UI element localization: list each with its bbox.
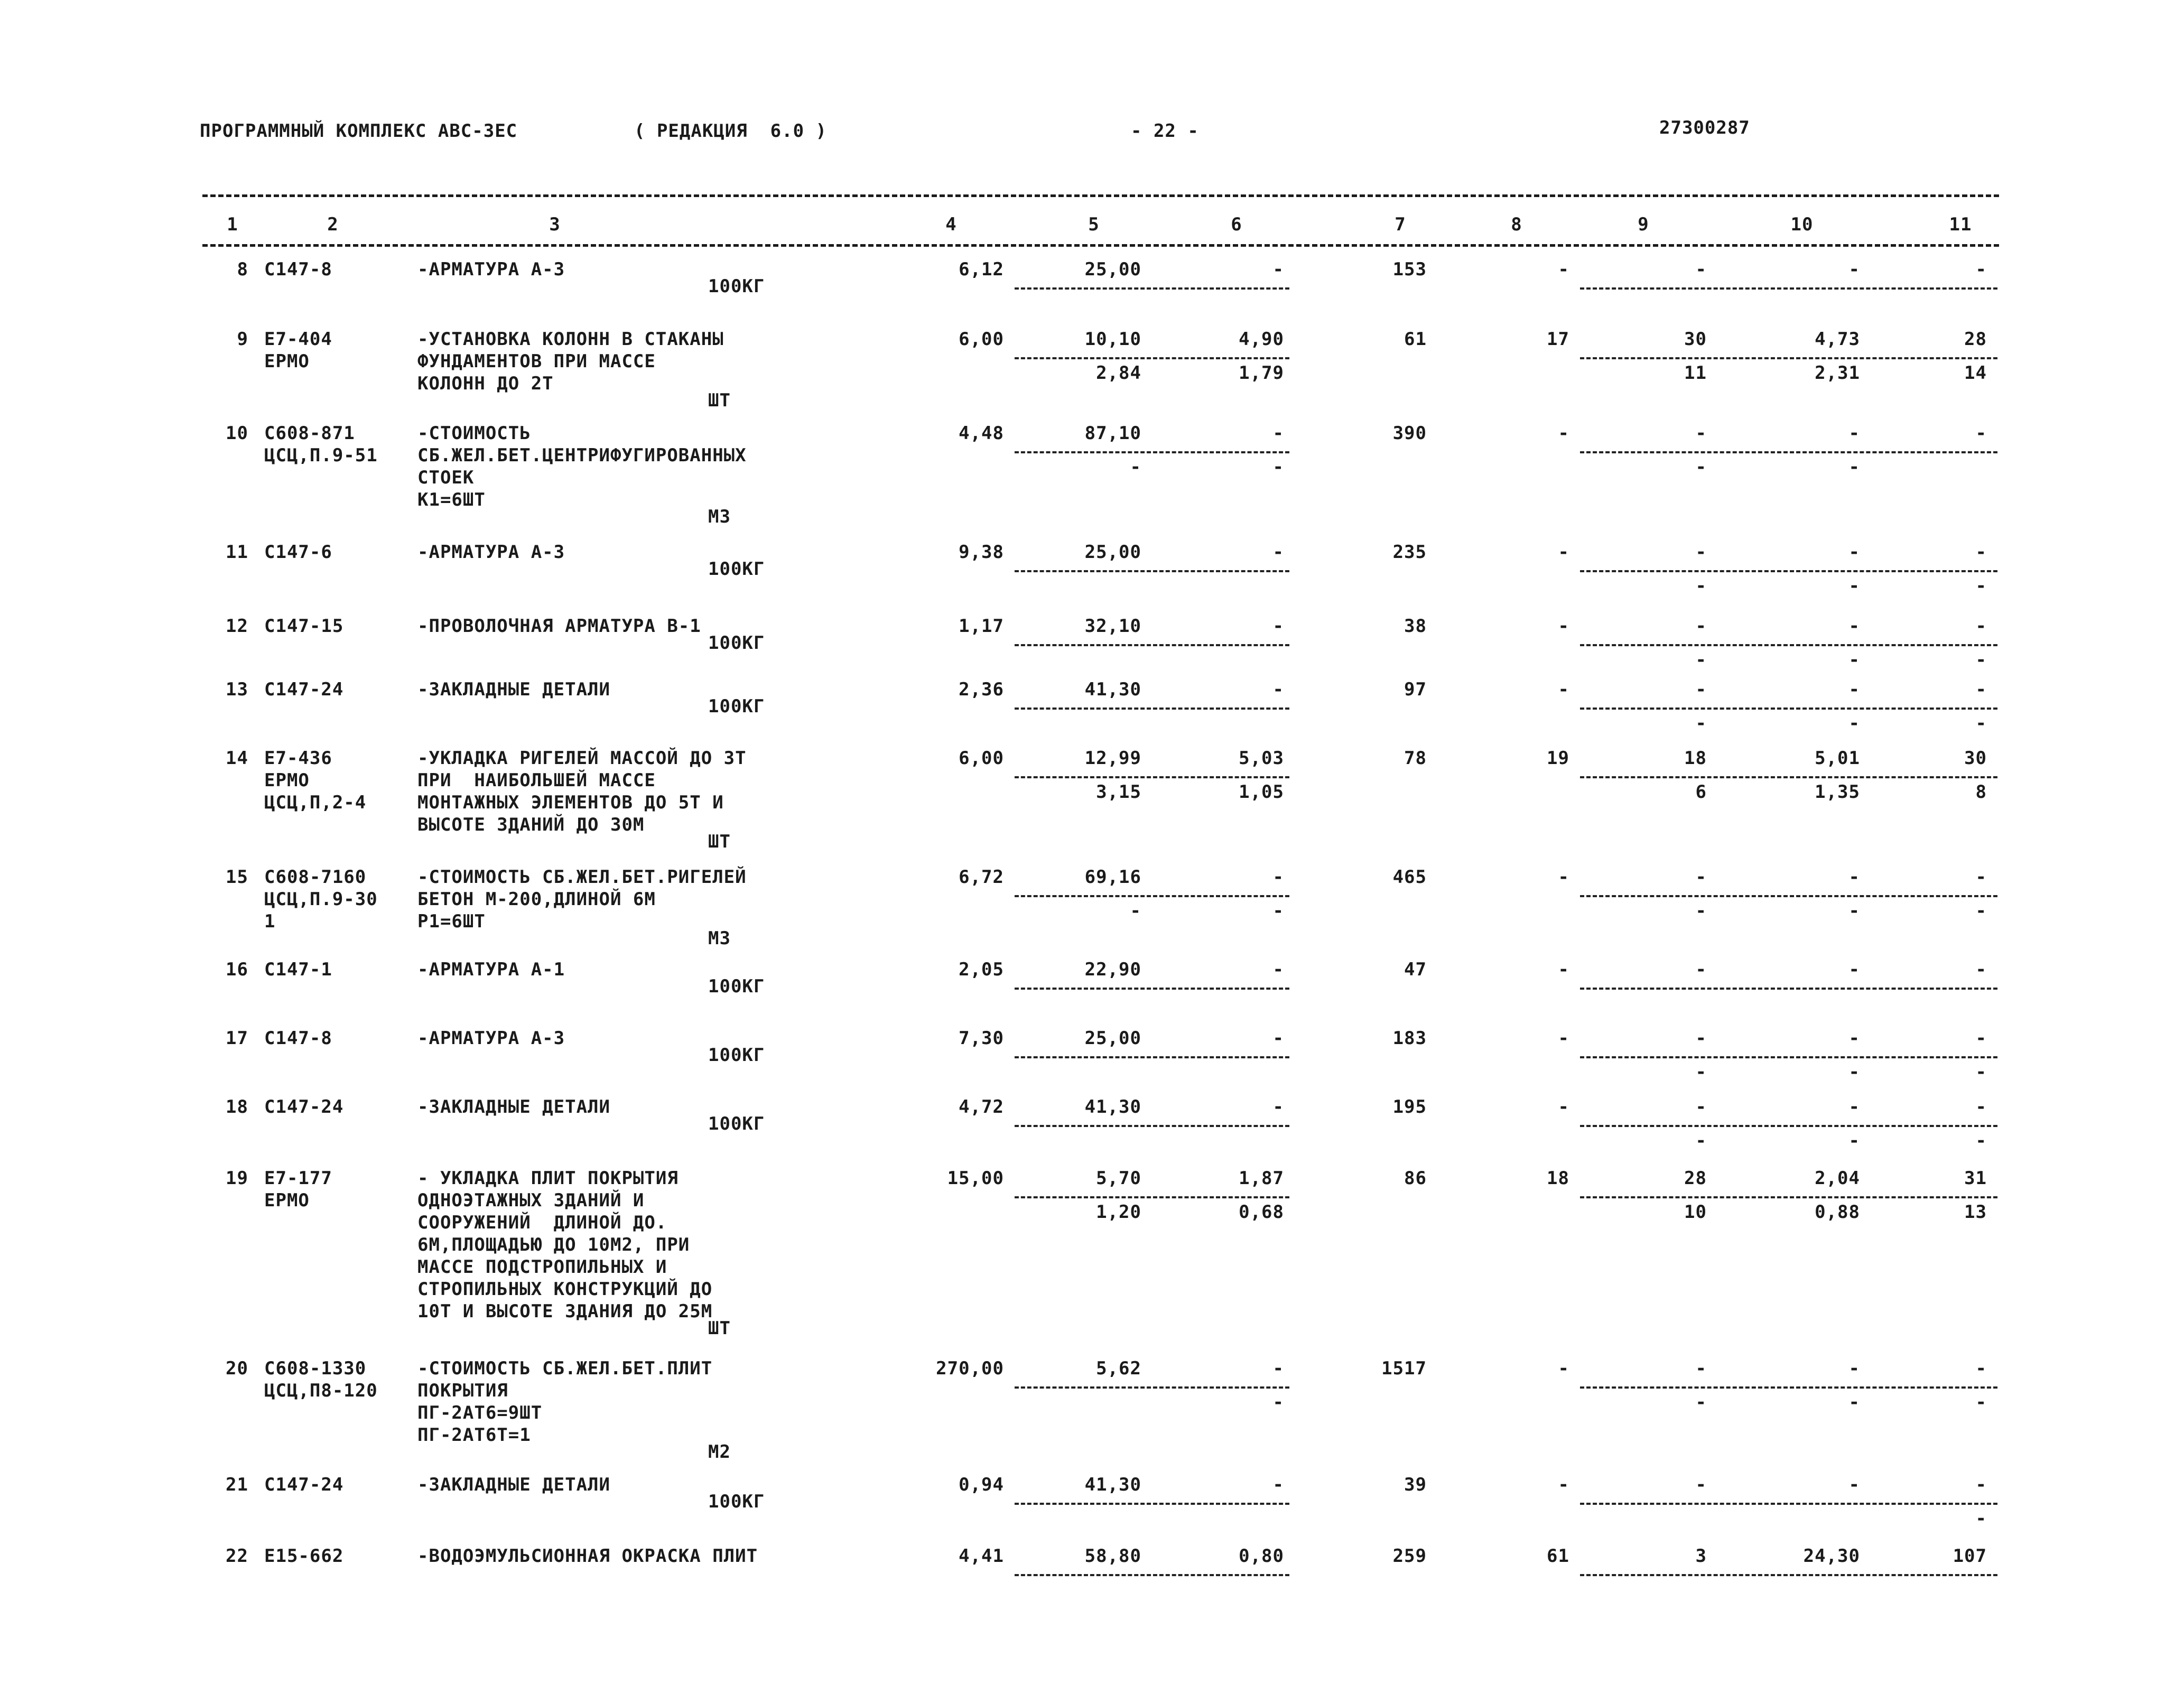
item-description: -СТОИМОСТЬ СБ.ЖЕЛ.БЕТ.РИГЕЛЕЙ	[417, 867, 747, 888]
col9-secondary: -	[1695, 713, 1707, 734]
col10-secondary: -	[1848, 575, 1860, 597]
item-description: -ЗАКЛАДНЫЕ ДЕТАЛИ	[417, 1096, 610, 1118]
col11-value: -	[1975, 259, 1987, 280]
col11-value: 31	[1964, 1168, 1987, 1189]
item-code: C147-15	[264, 616, 344, 637]
row-number: 20	[226, 1358, 248, 1379]
col9-secondary: 11	[1684, 362, 1707, 384]
item-unit: М3	[708, 928, 731, 949]
resource-subrule	[1580, 357, 1997, 359]
col10-secondary: -	[1848, 649, 1860, 671]
item-code: C147-24	[264, 1474, 344, 1495]
total-value: 39	[1404, 1474, 1427, 1495]
quantity-value: 7,30	[959, 1028, 1004, 1049]
col9-secondary: -	[1695, 457, 1707, 478]
col6-value: -	[1272, 959, 1284, 980]
total-value: 78	[1404, 748, 1427, 769]
col10-secondary: 2,31	[1815, 362, 1860, 384]
col11-value: 30	[1964, 748, 1987, 769]
total-value: 97	[1404, 679, 1427, 700]
resource-subrule	[1580, 451, 1997, 453]
item-code: ЦСЦ,П8-120	[264, 1380, 378, 1401]
unit-price-secondary: 2,84	[1096, 362, 1141, 384]
row-number: 8	[237, 259, 248, 280]
quantity-value: 6,12	[959, 259, 1004, 280]
item-code: E7-436	[264, 748, 332, 769]
resource-subrule	[1580, 776, 1997, 778]
unit-price-secondary: -	[1130, 900, 1141, 921]
price-subrule	[1015, 776, 1289, 778]
col9-value: -	[1695, 616, 1707, 637]
resource-subrule	[1580, 988, 1997, 990]
col11-secondary: -	[1975, 1508, 1987, 1529]
item-description: -ЗАКЛАДНЫЕ ДЕТАЛИ	[417, 1474, 610, 1495]
item-code: ЦСЦ,П.9-30	[264, 889, 378, 910]
total-value: 1517	[1381, 1358, 1427, 1379]
column-header-4: 4	[945, 214, 957, 235]
row-number: 19	[226, 1168, 248, 1189]
col10-value: -	[1848, 679, 1860, 700]
col8-value: -	[1558, 1358, 1569, 1379]
quantity-value: 6,00	[959, 748, 1004, 769]
row-number: 22	[226, 1546, 248, 1567]
col6-secondary: 1,79	[1239, 362, 1284, 384]
column-header-1: 1	[227, 214, 238, 235]
item-description: - УКЛАДКА ПЛИТ ПОКРЫТИЯ	[417, 1168, 679, 1189]
price-subrule	[1015, 1125, 1289, 1127]
item-description: ПГ-2АТ6Т=1	[417, 1425, 531, 1446]
total-value: 61	[1404, 329, 1427, 350]
quantity-value: 6,72	[959, 867, 1004, 888]
col9-value: -	[1695, 1474, 1707, 1495]
col10-value: -	[1848, 1358, 1860, 1379]
col9-value: 18	[1684, 748, 1707, 769]
price-subrule	[1015, 451, 1289, 453]
unit-price-value: 25,00	[1084, 542, 1141, 563]
resource-subrule	[1580, 570, 1997, 572]
item-description: -ЗАКЛАДНЫЕ ДЕТАЛИ	[417, 679, 610, 700]
unit-price-value: 58,80	[1084, 1546, 1141, 1567]
col9-value: 30	[1684, 329, 1707, 350]
item-description: -АРМАТУРА А-3	[417, 1028, 565, 1049]
item-description: СБ.ЖЕЛ.БЕТ.ЦЕНТРИФУГИРОВАННЫХ	[417, 445, 747, 466]
col10-value: 24,30	[1803, 1546, 1860, 1567]
col9-value: 28	[1684, 1168, 1707, 1189]
col10-value: -	[1848, 959, 1860, 980]
quantity-value: 4,41	[959, 1546, 1004, 1567]
col6-value: 4,90	[1239, 329, 1284, 350]
total-value: 465	[1392, 867, 1427, 888]
price-subrule	[1015, 1503, 1289, 1505]
item-description: -ВОДОЭМУЛЬСИОННАЯ ОКРАСКА ПЛИТ	[417, 1546, 758, 1567]
edition-label: ( РЕДАКЦИЯ 6.0 )	[634, 120, 827, 142]
col9-secondary: -	[1695, 1130, 1707, 1151]
col6-value: 5,03	[1239, 748, 1284, 769]
item-description: -АРМАТУРА А-3	[417, 259, 565, 280]
col11-value: -	[1975, 1096, 1987, 1118]
resource-subrule	[1580, 644, 1997, 646]
item-code: C147-8	[264, 1028, 332, 1049]
total-value: 183	[1392, 1028, 1427, 1049]
resource-subrule	[1580, 1125, 1997, 1127]
item-description: БЕТОН М-200,ДЛИНОЙ 6М	[417, 889, 656, 910]
item-description: Р1=6ШТ	[417, 911, 486, 932]
unit-price-value: 10,10	[1084, 329, 1141, 350]
col9-value: -	[1695, 423, 1707, 444]
column-header-10: 10	[1790, 214, 1814, 235]
col8-value: 19	[1547, 748, 1569, 769]
col10-value: -	[1848, 1474, 1860, 1495]
item-code: E15-662	[264, 1546, 344, 1567]
item-description: -ПРОВОЛОЧНАЯ АРМАТУРА В-1	[417, 616, 701, 637]
unit-price-value: 22,90	[1084, 959, 1141, 980]
column-header-8: 8	[1511, 214, 1522, 235]
item-code: E7-177	[264, 1168, 332, 1189]
col9-secondary: -	[1695, 649, 1707, 671]
col8-value: -	[1558, 1028, 1569, 1049]
quantity-value: 2,05	[959, 959, 1004, 980]
col11-value: -	[1975, 959, 1987, 980]
item-code: E7-404	[264, 329, 332, 350]
col11-value: -	[1975, 1474, 1987, 1495]
program-title: ПРОГРАММНЫЙ КОМПЛЕКС АВС-3ЕС	[200, 120, 518, 142]
col9-secondary: 10	[1684, 1202, 1707, 1223]
column-header-3: 3	[549, 214, 561, 235]
total-value: 153	[1392, 259, 1427, 280]
col11-value: 107	[1953, 1546, 1987, 1567]
col11-secondary: 8	[1975, 781, 1987, 803]
unit-price-value: 32,10	[1084, 616, 1141, 637]
row-number: 21	[226, 1474, 248, 1495]
resource-subrule	[1580, 1196, 1997, 1198]
item-description: МАССЕ ПОДСТРОПИЛЬНЫХ И	[417, 1256, 667, 1278]
row-number: 13	[226, 679, 248, 700]
col10-value: 5,01	[1815, 748, 1860, 769]
item-description: -УСТАНОВКА КОЛОНН В СТАКАНЫ	[417, 329, 724, 350]
col11-secondary: -	[1975, 1062, 1987, 1083]
col9-value: -	[1695, 1028, 1707, 1049]
col8-value: -	[1558, 959, 1569, 980]
row-number: 16	[226, 959, 248, 980]
item-description: ФУНДАМЕНТОВ ПРИ МАССЕ	[417, 351, 656, 372]
document-number: 27300287	[1659, 117, 1750, 138]
col10-value: -	[1848, 1028, 1860, 1049]
item-description: ВЫСОТЕ ЗДАНИЙ ДО 30М	[417, 814, 645, 835]
table-top-rule	[202, 194, 1999, 197]
resource-subrule	[1580, 1386, 1997, 1389]
col11-value: 28	[1964, 329, 1987, 350]
col10-secondary: -	[1848, 900, 1860, 921]
price-subrule	[1015, 1574, 1289, 1576]
col9-secondary: -	[1695, 1062, 1707, 1083]
col11-value: -	[1975, 423, 1987, 444]
total-value: 47	[1404, 959, 1427, 980]
col9-secondary: -	[1695, 1392, 1707, 1413]
col9-value: 3	[1695, 1546, 1707, 1567]
item-code: C147-24	[264, 1096, 344, 1118]
col10-value: -	[1848, 867, 1860, 888]
col9-value: -	[1695, 259, 1707, 280]
item-description: ПОКРЫТИЯ	[417, 1380, 508, 1401]
resource-subrule	[1580, 707, 1997, 710]
col11-secondary: 14	[1964, 362, 1987, 384]
col11-value: -	[1975, 616, 1987, 637]
col10-value: -	[1848, 259, 1860, 280]
col10-value: -	[1848, 1096, 1860, 1118]
page-number: - 22 -	[1131, 120, 1199, 142]
price-subrule	[1015, 895, 1289, 897]
item-description: СТРОПИЛЬНЫХ КОНСТРУКЦИЙ ДО	[417, 1279, 713, 1300]
col9-value: -	[1695, 1096, 1707, 1118]
total-value: 38	[1404, 616, 1427, 637]
item-code: C147-8	[264, 259, 332, 280]
quantity-value: 15,00	[947, 1168, 1004, 1189]
col8-value: -	[1558, 867, 1569, 888]
resource-subrule	[1580, 1503, 1997, 1505]
col6-value: -	[1272, 1096, 1284, 1118]
item-unit: 100КГ	[708, 632, 765, 654]
unit-price-value: 87,10	[1084, 423, 1141, 444]
quantity-value: 1,17	[959, 616, 1004, 637]
col9-value: -	[1695, 679, 1707, 700]
col10-secondary: -	[1848, 713, 1860, 734]
col8-value: 17	[1547, 329, 1569, 350]
price-subrule	[1015, 570, 1289, 572]
item-unit: 100КГ	[708, 976, 765, 997]
col6-value: 0,80	[1239, 1546, 1284, 1567]
item-description: СТОЕК	[417, 467, 475, 488]
col8-value: -	[1558, 616, 1569, 637]
column-header-11: 11	[1949, 214, 1972, 235]
col8-value: -	[1558, 542, 1569, 563]
item-code: ЕРМО	[264, 770, 310, 791]
col9-secondary: -	[1695, 575, 1707, 597]
price-subrule	[1015, 1056, 1289, 1058]
total-value: 235	[1392, 542, 1427, 563]
unit-price-value: 41,30	[1084, 1096, 1141, 1118]
col10-value: 2,04	[1815, 1168, 1860, 1189]
quantity-value: 0,94	[959, 1474, 1004, 1495]
quantity-value: 4,72	[959, 1096, 1004, 1118]
item-description: СООРУЖЕНИЙ ДЛИНОЙ ДО.	[417, 1212, 667, 1233]
item-unit: 100КГ	[708, 696, 765, 717]
resource-subrule	[1580, 287, 1997, 290]
item-code: C608-7160	[264, 867, 367, 888]
item-description: -УКЛАДКА РИГЕЛЕЙ МАССОЙ ДО 3Т	[417, 748, 747, 769]
col8-value: -	[1558, 423, 1569, 444]
col8-value: -	[1558, 259, 1569, 280]
price-subrule	[1015, 287, 1289, 290]
col9-secondary: 6	[1695, 781, 1707, 803]
item-unit: М2	[708, 1441, 731, 1463]
col6-value: 1,87	[1239, 1168, 1284, 1189]
item-unit: ШТ	[708, 831, 731, 852]
col6-secondary: 1,05	[1239, 781, 1284, 803]
item-unit: 100КГ	[708, 1491, 765, 1512]
col11-secondary: -	[1975, 575, 1987, 597]
unit-price-value: 25,00	[1084, 1028, 1141, 1049]
item-description: -АРМАТУРА А-3	[417, 542, 565, 563]
row-number: 17	[226, 1028, 248, 1049]
item-description: ПГ-2АТ6=9ШТ	[417, 1402, 543, 1423]
resource-subrule	[1580, 895, 1997, 897]
col8-value: 61	[1547, 1546, 1569, 1567]
item-unit: М3	[708, 506, 731, 527]
col6-value: -	[1272, 679, 1284, 700]
item-description: МОНТАЖНЫХ ЭЛЕМЕНТОВ ДО 5Т И	[417, 792, 724, 813]
item-description: 6М,ПЛОЩАДЬЮ ДО 10М2, ПРИ	[417, 1234, 690, 1255]
item-code: C147-6	[264, 542, 332, 563]
total-value: 259	[1392, 1546, 1427, 1567]
item-code: 1	[264, 911, 276, 932]
col6-value: -	[1272, 259, 1284, 280]
header-bottom-rule	[202, 244, 1999, 247]
col11-value: -	[1975, 679, 1987, 700]
col6-value: -	[1272, 1028, 1284, 1049]
col11-secondary: -	[1975, 1392, 1987, 1413]
col6-secondary: -	[1272, 900, 1284, 921]
item-description: -СТОИМОСТЬ	[417, 423, 531, 444]
price-subrule	[1015, 988, 1289, 990]
col10-value: -	[1848, 423, 1860, 444]
item-code: ЕРМО	[264, 1190, 310, 1211]
col8-value: -	[1558, 1474, 1569, 1495]
col6-secondary: 0,68	[1239, 1202, 1284, 1223]
quantity-value: 270,00	[936, 1358, 1004, 1379]
col10-secondary: -	[1848, 457, 1860, 478]
item-description: 10Т И ВЫСОТЕ ЗДАНИЯ ДО 25М	[417, 1301, 713, 1322]
item-unit: ШТ	[708, 1318, 731, 1339]
price-subrule	[1015, 1386, 1289, 1389]
unit-price-value: 12,99	[1084, 748, 1141, 769]
col6-secondary: -	[1272, 1392, 1284, 1413]
col10-value: -	[1848, 616, 1860, 637]
row-number: 18	[226, 1096, 248, 1118]
col6-value: -	[1272, 616, 1284, 637]
total-value: 195	[1392, 1096, 1427, 1118]
item-unit: 100КГ	[708, 558, 765, 580]
quantity-value: 6,00	[959, 329, 1004, 350]
col6-value: -	[1272, 867, 1284, 888]
col9-value: -	[1695, 867, 1707, 888]
quantity-value: 4,48	[959, 423, 1004, 444]
item-description: -АРМАТУРА А-1	[417, 959, 565, 980]
unit-price-value: 69,16	[1084, 867, 1141, 888]
item-unit: 100КГ	[708, 276, 765, 297]
total-value: 86	[1404, 1168, 1427, 1189]
total-value: 390	[1392, 423, 1427, 444]
row-number: 12	[226, 616, 248, 637]
item-description: ПРИ НАИБОЛЬШЕЙ МАССЕ	[417, 770, 656, 791]
price-subrule	[1015, 1196, 1289, 1198]
price-subrule	[1015, 644, 1289, 646]
col11-value: -	[1975, 542, 1987, 563]
price-subrule	[1015, 357, 1289, 359]
quantity-value: 9,38	[959, 542, 1004, 563]
row-number: 10	[226, 423, 248, 444]
col8-value: -	[1558, 679, 1569, 700]
col10-value: -	[1848, 542, 1860, 563]
item-description: ОДНОЭТАЖНЫХ ЗДАНИЙ И	[417, 1190, 645, 1211]
item-code: ЦСЦ,П,2-4	[264, 792, 367, 813]
item-code: ЕРМО	[264, 351, 310, 372]
unit-price-secondary: 1,20	[1096, 1202, 1141, 1223]
col9-secondary: -	[1695, 900, 1707, 921]
row-number: 9	[237, 329, 248, 350]
column-header-6: 6	[1231, 214, 1242, 235]
col10-secondary: 1,35	[1815, 781, 1860, 803]
item-code: C608-871	[264, 423, 355, 444]
unit-price-value: 5,62	[1096, 1358, 1141, 1379]
col10-value: 4,73	[1815, 329, 1860, 350]
col9-value: -	[1695, 959, 1707, 980]
row-number: 15	[226, 867, 248, 888]
col11-secondary: -	[1975, 900, 1987, 921]
col11-value: -	[1975, 867, 1987, 888]
item-code: C147-24	[264, 679, 344, 700]
column-header-9: 9	[1638, 214, 1649, 235]
col10-secondary: -	[1848, 1392, 1860, 1413]
col8-value: 18	[1547, 1168, 1569, 1189]
col10-secondary: 0,88	[1815, 1202, 1860, 1223]
unit-price-value: 41,30	[1084, 679, 1141, 700]
col6-secondary: -	[1272, 457, 1284, 478]
col11-value: -	[1975, 1028, 1987, 1049]
col6-value: -	[1272, 423, 1284, 444]
item-code: C147-1	[264, 959, 332, 980]
item-description: КОЛОНН ДО 2Т	[417, 373, 554, 394]
col9-value: -	[1695, 542, 1707, 563]
resource-subrule	[1580, 1056, 1997, 1058]
col6-value: -	[1272, 1474, 1284, 1495]
item-code: ЦСЦ,П.9-51	[264, 445, 378, 466]
item-unit: 100КГ	[708, 1113, 765, 1134]
item-unit: ШТ	[708, 390, 731, 411]
col6-value: -	[1272, 1358, 1284, 1379]
unit-price-value: 41,30	[1084, 1474, 1141, 1495]
col11-secondary: -	[1975, 1130, 1987, 1151]
item-unit: 100КГ	[708, 1045, 765, 1066]
column-header-5: 5	[1088, 214, 1100, 235]
col8-value: -	[1558, 1096, 1569, 1118]
unit-price-secondary: -	[1130, 457, 1141, 478]
quantity-value: 2,36	[959, 679, 1004, 700]
resource-subrule	[1580, 1574, 1997, 1576]
col10-secondary: -	[1848, 1062, 1860, 1083]
col11-secondary: -	[1975, 713, 1987, 734]
unit-price-value: 5,70	[1096, 1168, 1141, 1189]
item-description: К1=6ШТ	[417, 489, 486, 510]
column-header-2: 2	[327, 214, 339, 235]
item-code: C608-1330	[264, 1358, 367, 1379]
col6-value: -	[1272, 542, 1284, 563]
col10-secondary: -	[1848, 1130, 1860, 1151]
col11-value: -	[1975, 1358, 1987, 1379]
col11-secondary: 13	[1964, 1202, 1987, 1223]
col11-secondary: -	[1975, 649, 1987, 671]
row-number: 11	[226, 542, 248, 563]
unit-price-value: 25,00	[1084, 259, 1141, 280]
row-number: 14	[226, 748, 248, 769]
column-header-7: 7	[1395, 214, 1406, 235]
unit-price-secondary: 3,15	[1096, 781, 1141, 803]
item-description: -СТОИМОСТЬ СБ.ЖЕЛ.БЕТ.ПЛИТ	[417, 1358, 713, 1379]
price-subrule	[1015, 707, 1289, 710]
col9-value: -	[1695, 1358, 1707, 1379]
